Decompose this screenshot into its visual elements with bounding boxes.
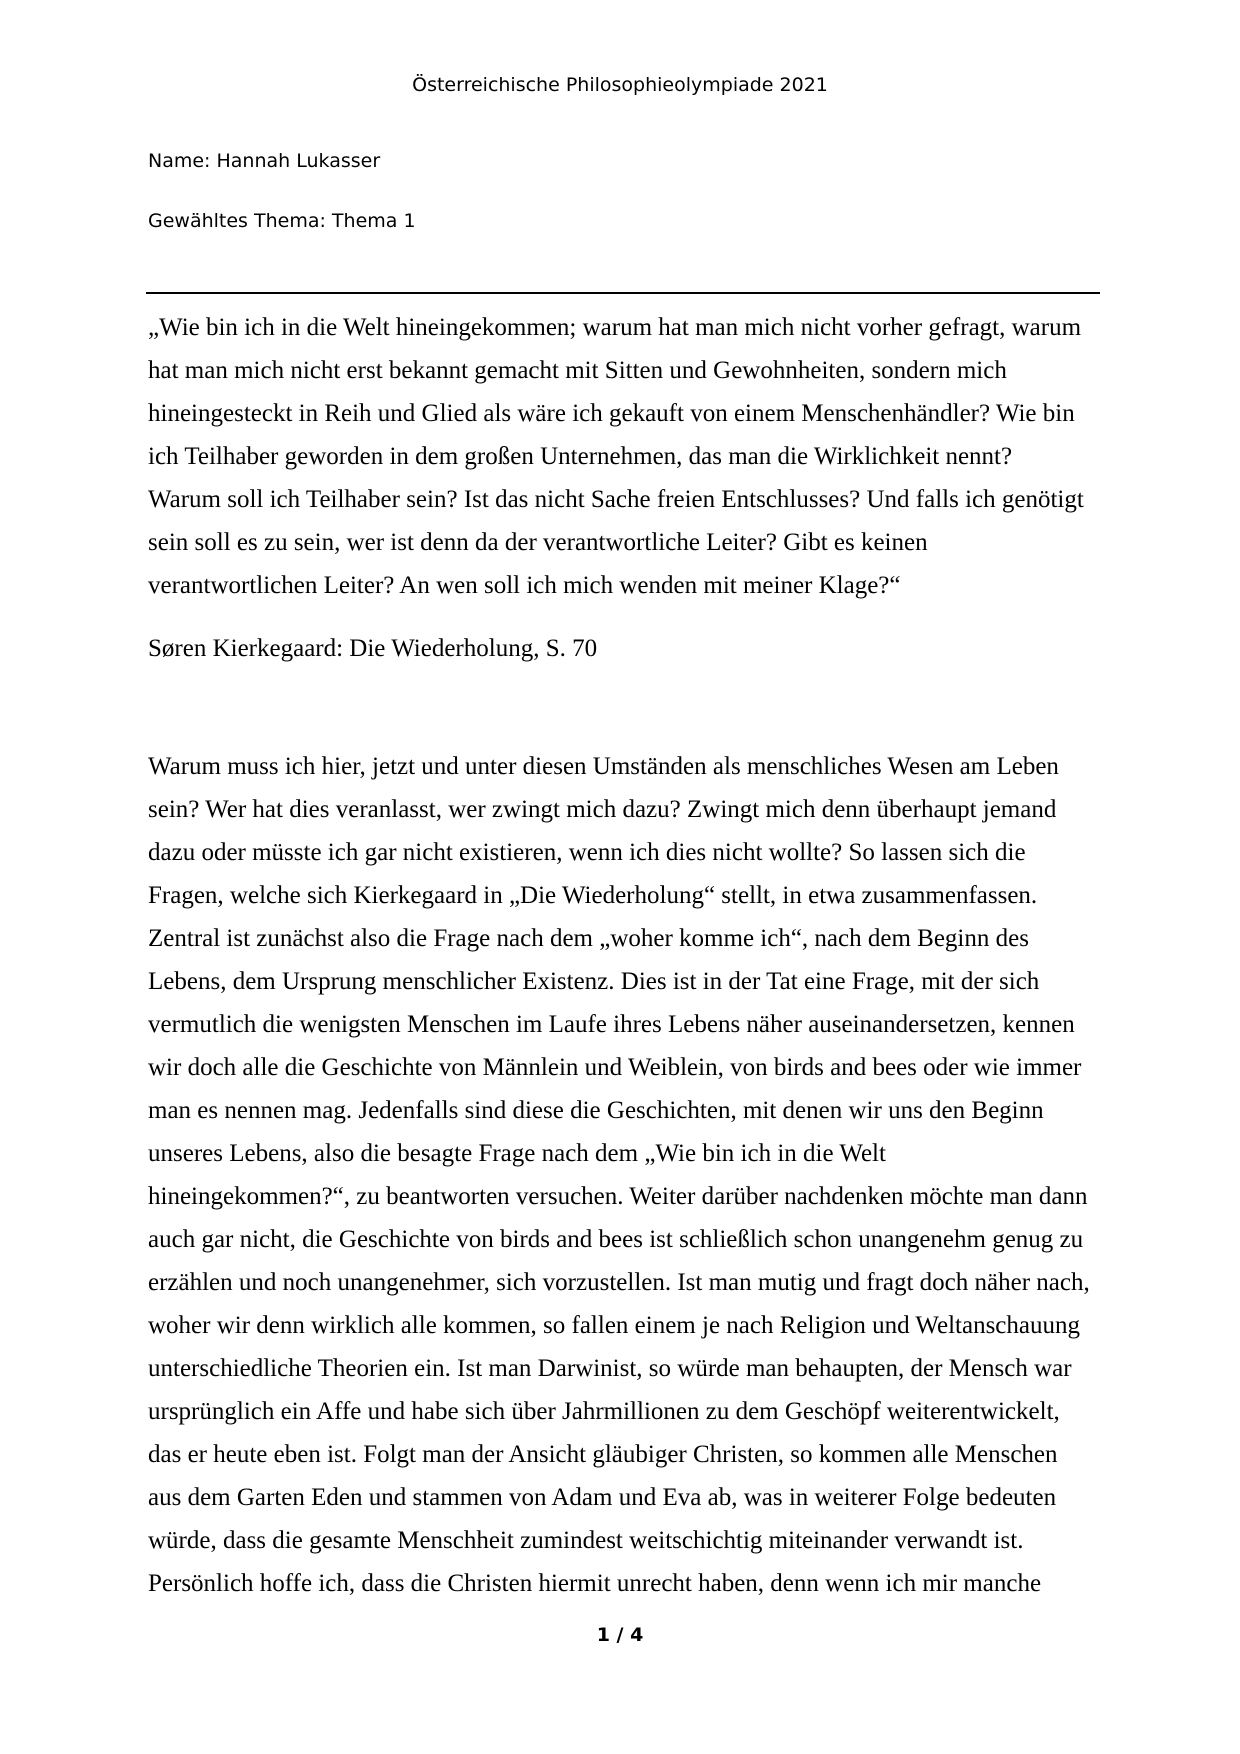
essay-line: dazu oder müsste ich gar nicht existieren, wenn ich dies nicht wollte? So lassen sich die bbox=[148, 839, 1026, 866]
essay-line: aus dem Garten Eden und stammen von Adam und Eva ab, was in weiterer Folge bedeuten bbox=[148, 1484, 1057, 1511]
essay-line: man es nennen mag. Jedenfalls sind diese die Geschichten, mit denen wir uns den Beginn bbox=[148, 1097, 1044, 1124]
essay-line: Persönlich hoffe ich, dass die Christen hiermit unrecht haben, denn wenn ich mir manche bbox=[148, 1570, 1042, 1597]
page-header: Österreichische Philosophieolympiade 2021 bbox=[412, 74, 828, 96]
quote-line: ich Teilhaber geworden in dem großen Unternehmen, das man die Wirklichkeit nennt? bbox=[148, 443, 1013, 470]
essay-line: unseres Lebens, also die besagte Frage nach dem „Wie bin ich in die Welt bbox=[148, 1140, 886, 1167]
essay-body bbox=[148, 745, 1090, 1605]
essay-line: wir doch alle die Geschichte von Männlein und Weiblein, von birds and bees oder wie immer bbox=[148, 1054, 1082, 1081]
header-divider bbox=[146, 292, 1100, 294]
essay-line: woher wir denn wirklich alle kommen, so fallen einem je nach Religion und Weltanschauung bbox=[148, 1312, 1080, 1339]
kierkegaard-quote bbox=[148, 306, 1084, 607]
essay-line: würde, dass die gesamte Menschheit zumindest weitschichtig miteinander verwandt ist. bbox=[148, 1527, 1024, 1554]
quote-line: hat man mich nicht erst bekannt gemacht mit Sitten und Gewohnheiten, sondern mich bbox=[148, 357, 1007, 384]
essay-line: Lebens, dem Ursprung menschlicher Existenz. Dies ist in der Tat eine Frage, mit der sich bbox=[148, 968, 1040, 995]
essay-line: Zentral ist zunächst also die Frage nach dem „woher komme ich“, nach dem Beginn des bbox=[148, 925, 1029, 952]
quote-source: Søren Kierkegaard: Die Wiederholung, S. 70 bbox=[148, 635, 598, 662]
essay-line: erzählen und noch unangenehmer, sich vorzustellen. Ist man mutig und fragt doch näher nach, bbox=[148, 1269, 1090, 1296]
essay-line: Fragen, welche sich Kierkegaard in „Die Wiederholung“ stellt, in etwa zusammenfassen. bbox=[148, 882, 1038, 909]
quote-line: Warum soll ich Teilhaber sein? Ist das nicht Sache freien Entschlusses? Und falls ich genötigt bbox=[148, 486, 1084, 513]
essay-line: das er heute eben ist. Folgt man der Ansicht gläubiger Christen, so kommen alle Menschen bbox=[148, 1441, 1058, 1468]
quote-line: hineingesteckt in Reih und Glied als wäre ich gekauft von einem Menschenhändler? Wie bin bbox=[148, 400, 1075, 427]
quote-line: sein soll es zu sein, wer ist denn da der verantwortliche Leiter? Gibt es keinen bbox=[148, 529, 928, 556]
essay-line: sein? Wer hat dies veranlasst, wer zwingt mich dazu? Zwingt mich denn überhaupt jemand bbox=[148, 796, 1057, 823]
essay-line: unterschiedliche Theorien ein. Ist man Darwinist, so würde man behaupten, der Mensch war bbox=[148, 1355, 1072, 1382]
essay-line: hineingekommen?“, zu beantworten versuchen. Weiter darüber nachdenken möchte man dann bbox=[148, 1183, 1088, 1210]
quote-line: „Wie bin ich in die Welt hineingekommen; warum hat man mich nicht vorher gefragt, warum bbox=[148, 314, 1082, 341]
author-name: Name: Hannah Lukasser bbox=[148, 150, 381, 172]
page-number: 1 / 4 bbox=[596, 1624, 644, 1646]
essay-line: Warum muss ich hier, jetzt und unter diesen Umständen als menschliches Wesen am Leben bbox=[148, 753, 1059, 780]
essay-line: vermutlich die wenigsten Menschen im Laufe ihres Lebens näher auseinandersetzen, kennen bbox=[148, 1011, 1075, 1038]
essay-line: auch gar nicht, die Geschichte von birds and bees ist schließlich schon unangenehm genug zu bbox=[148, 1226, 1084, 1253]
quote-line: verantwortlichen Leiter? An wen soll ich mich wenden mit meiner Klage?“ bbox=[148, 572, 901, 599]
essay-line: ursprünglich ein Affe und habe sich über Jahrmillionen zu dem Geschöpf weiterentwickelt, bbox=[148, 1398, 1060, 1425]
chosen-topic: Gewähltes Thema: Thema 1 bbox=[148, 210, 416, 232]
